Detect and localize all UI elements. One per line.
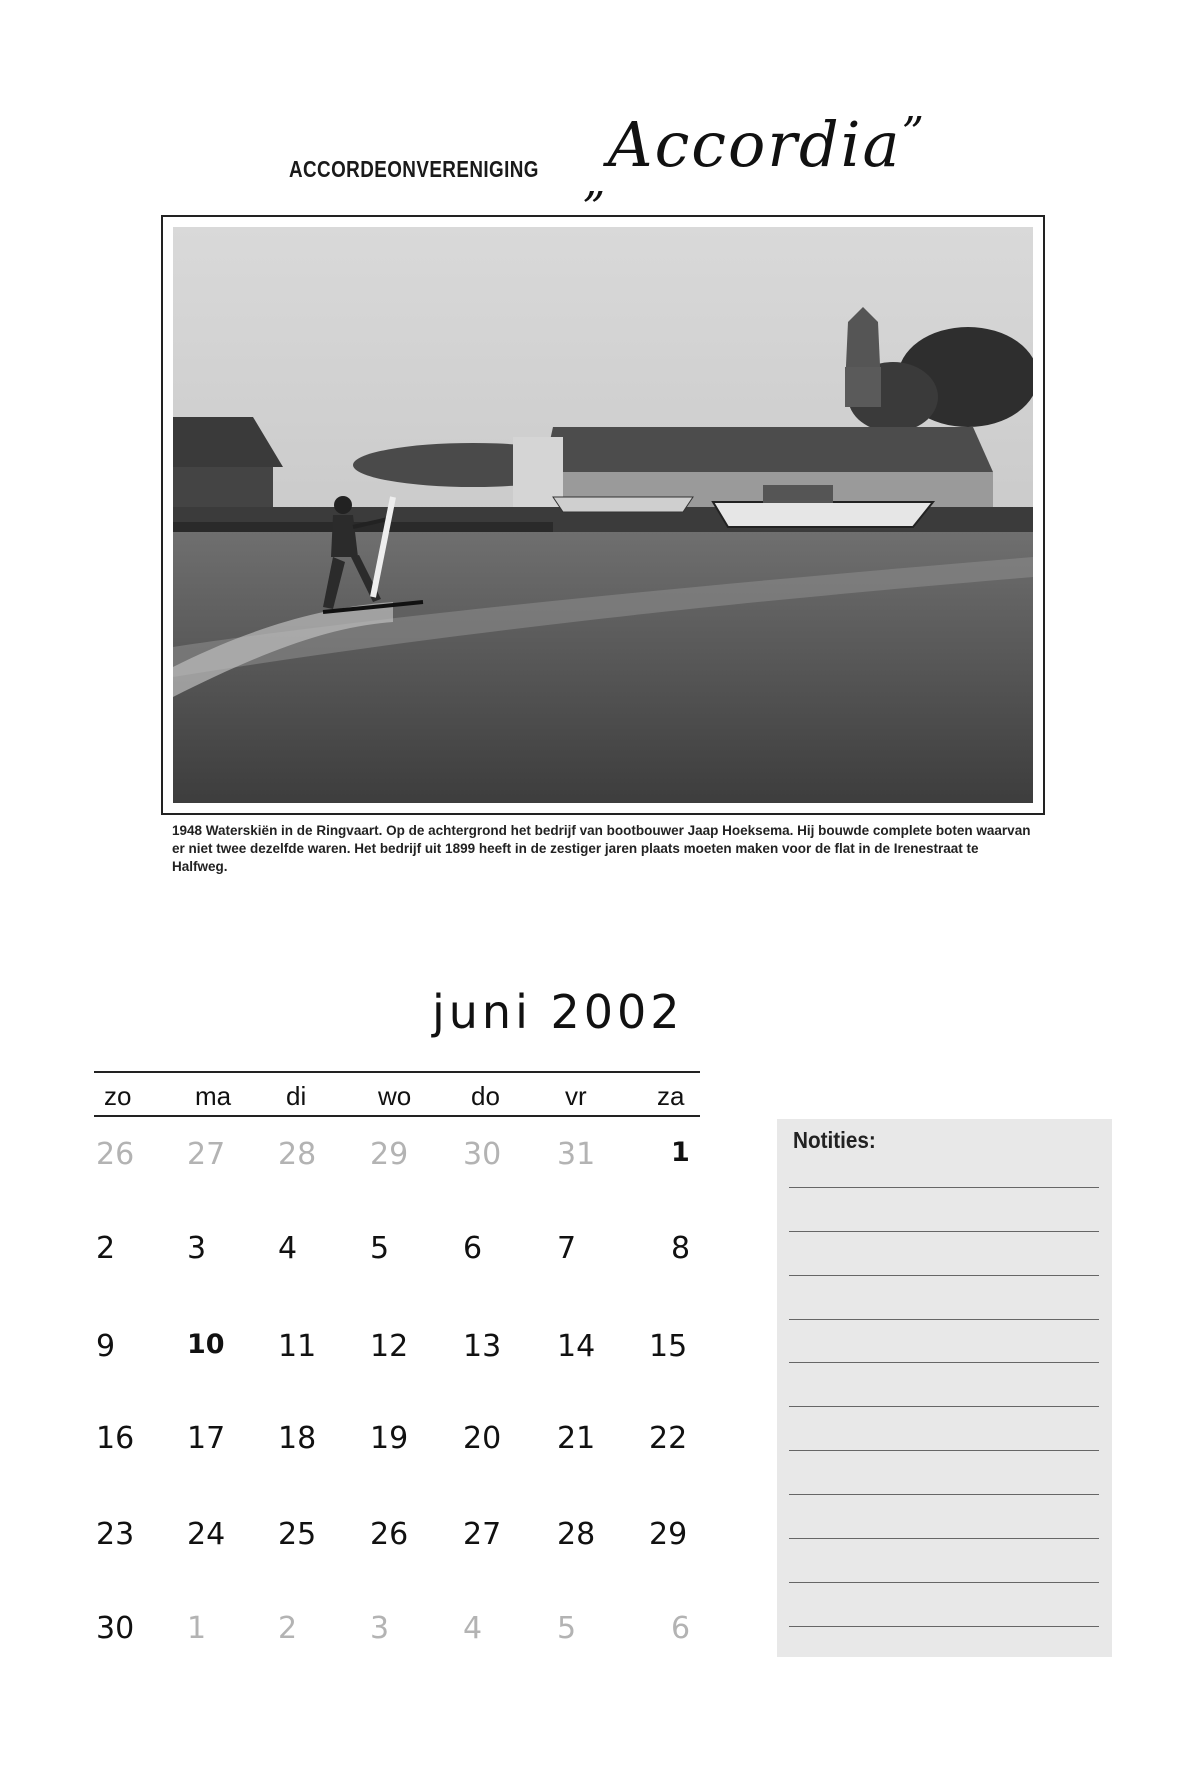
day-name-zo: zo	[104, 1081, 132, 1111]
adjacent-month-day: 4	[463, 1611, 483, 1646]
adjacent-month-day: 31	[557, 1137, 596, 1172]
note-line	[789, 1231, 1099, 1232]
calendar-day: 27	[463, 1517, 502, 1552]
calendar-day: 28	[557, 1517, 596, 1552]
day-name-za: za	[657, 1081, 685, 1111]
note-line	[789, 1406, 1099, 1407]
note-line	[789, 1187, 1099, 1188]
calendar-day: 1	[671, 1137, 690, 1168]
calendar-day: 20	[463, 1421, 502, 1456]
close-quote: ”	[901, 108, 926, 159]
calendar-day: 15	[649, 1329, 688, 1364]
calendar-day: 22	[649, 1421, 688, 1456]
notes-title: Notities:	[793, 1127, 876, 1153]
adjacent-month-day: 6	[671, 1611, 691, 1646]
waterskiing-photo	[173, 227, 1033, 803]
note-line	[789, 1450, 1099, 1451]
adjacent-month-day: 29	[370, 1137, 409, 1172]
calendar-day: 25	[278, 1517, 317, 1552]
adjacent-month-day: 2	[278, 1611, 298, 1646]
calendar-day: 7	[557, 1231, 577, 1266]
adjacent-month-day: 3	[370, 1611, 390, 1646]
calendar-grid	[94, 1117, 700, 1677]
note-line	[789, 1582, 1099, 1583]
calendar-day: 11	[278, 1329, 317, 1364]
adjacent-month-day: 30	[463, 1137, 502, 1172]
notes-box	[777, 1119, 1112, 1657]
note-line	[789, 1362, 1099, 1363]
adjacent-month-day: 26	[96, 1137, 135, 1172]
calendar-day: 19	[370, 1421, 409, 1456]
calendar-day: 14	[557, 1329, 596, 1364]
photo-caption: 1948 Waterskiën in de Ringvaart. Op de achtergrond het bedrijf van bootbouwer Jaap Hoeksema. Hij bouwde complete boten waarvan er niet twee dezelfde waren. Het bedrijf uit 1899 heeft in de zestiger jaren plaats moeten maken voor de flat in de Irenestraat te Halfweg.	[172, 823, 1031, 874]
day-names-row	[94, 1071, 700, 1117]
calendar-day: 30	[96, 1611, 135, 1646]
calendar-day: 17	[187, 1421, 226, 1456]
calendar-day: 23	[96, 1517, 135, 1552]
calendar-day: 16	[96, 1421, 135, 1456]
calendar-day: 4	[278, 1231, 298, 1266]
header	[0, 108, 1200, 207]
day-name-do: do	[471, 1081, 500, 1111]
day-name-wo: wo	[378, 1081, 412, 1111]
calendar-day: 3	[187, 1231, 207, 1266]
adjacent-month-day: 1	[187, 1611, 207, 1646]
note-line	[789, 1626, 1099, 1627]
organization-name: ACCORDEONVERENIGING	[289, 156, 539, 182]
note-line	[789, 1538, 1099, 1539]
adjacent-month-day: 28	[278, 1137, 317, 1172]
photo-frame	[161, 215, 1045, 815]
day-name-ma: ma	[195, 1081, 232, 1111]
day-name-vr: vr	[565, 1081, 587, 1111]
calendar-day: 2	[96, 1231, 116, 1266]
brand-name: Accordia	[607, 108, 902, 181]
photo-illustration	[173, 227, 1033, 803]
month-title: juni 2002	[432, 985, 684, 1039]
adjacent-month-day: 27	[187, 1137, 226, 1172]
calendar-day: 9	[96, 1329, 116, 1364]
note-line	[789, 1319, 1099, 1320]
note-line	[789, 1494, 1099, 1495]
calendar-day: 5	[370, 1231, 390, 1266]
open-quote: „	[583, 156, 608, 207]
calendar-day: 26	[370, 1517, 409, 1552]
calendar-day: 13	[463, 1329, 502, 1364]
calendar-day: 21	[557, 1421, 596, 1456]
calendar-day: 6	[463, 1231, 483, 1266]
calendar-day: 24	[187, 1517, 226, 1552]
day-name-di: di	[286, 1081, 307, 1111]
calendar	[94, 1071, 700, 1677]
calendar-day: 8	[671, 1231, 691, 1266]
note-line	[789, 1275, 1099, 1276]
brand-logo	[583, 108, 926, 207]
calendar-day: 18	[278, 1421, 317, 1456]
adjacent-month-day: 5	[557, 1611, 577, 1646]
calendar-day: 10	[187, 1329, 225, 1360]
calendar-day: 29	[649, 1517, 688, 1552]
calendar-day: 12	[370, 1329, 409, 1364]
